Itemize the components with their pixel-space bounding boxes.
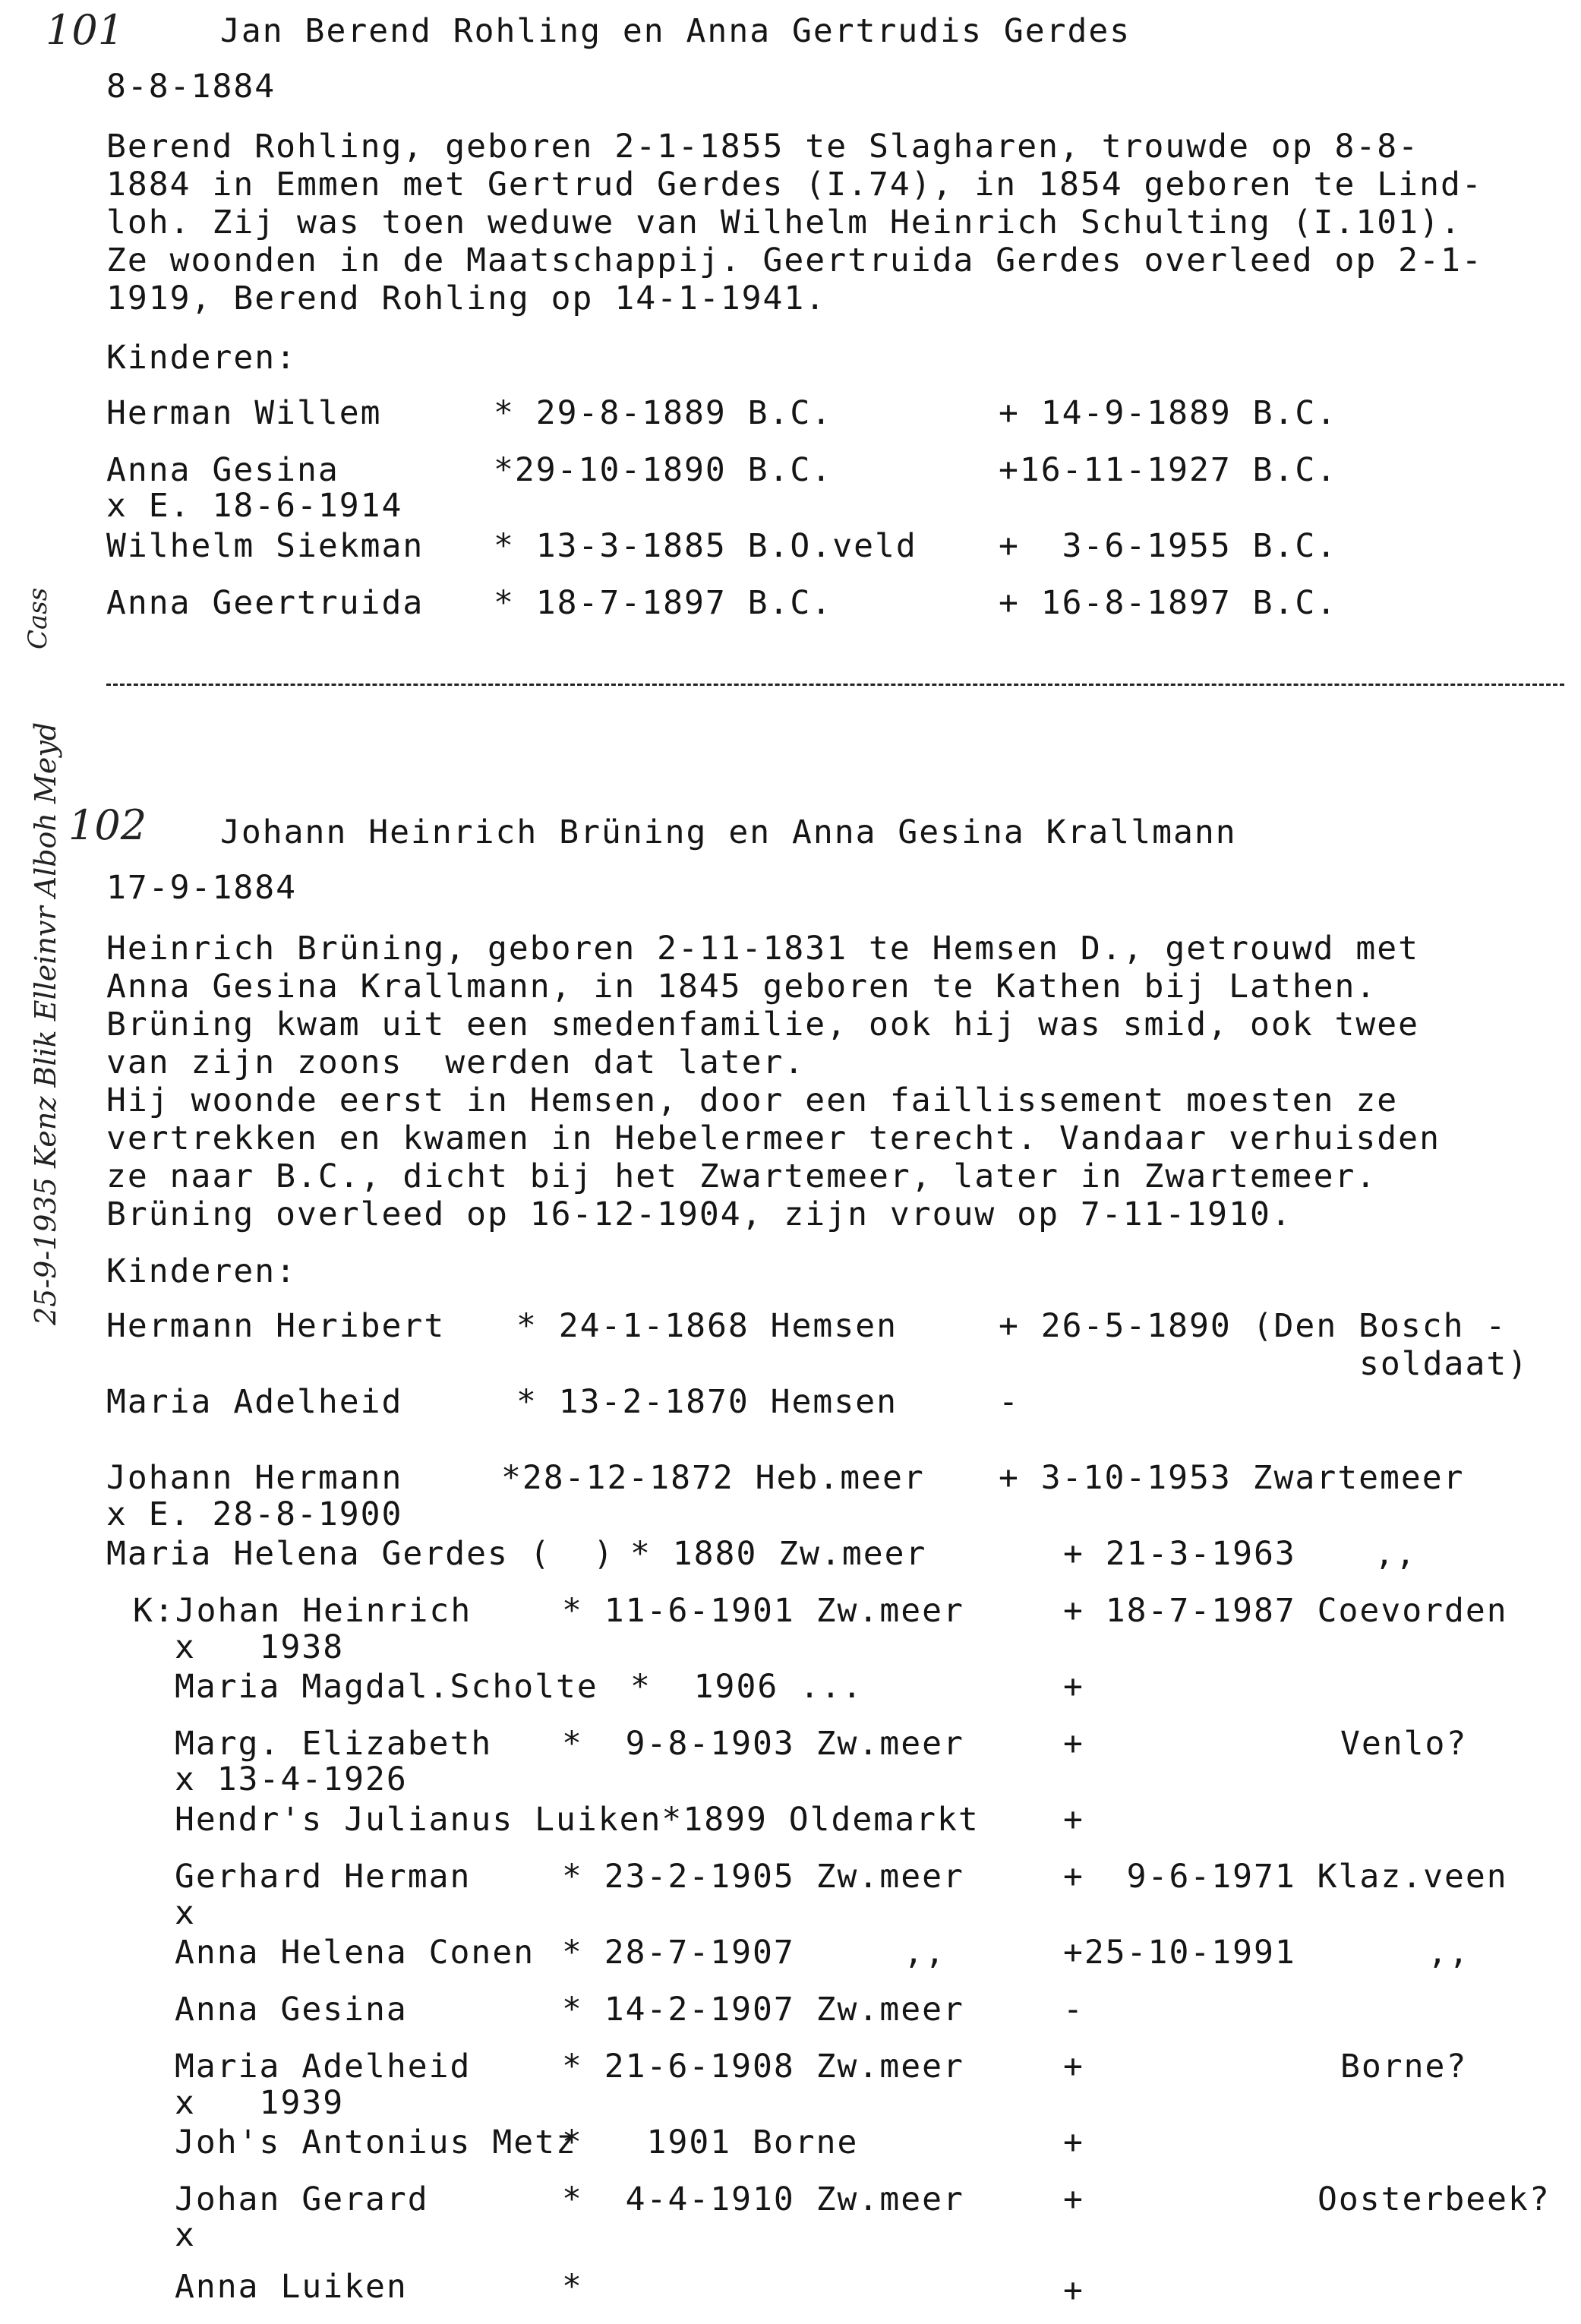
paragraph-line: Berend Rohling, geboren 2-1-1855 te Slagharen, trouwde op 8-8- bbox=[106, 128, 1420, 166]
grandchild-place: Borne? bbox=[1340, 2048, 1468, 2086]
grandchild-marriage: x 1938 bbox=[175, 1628, 345, 1666]
grandchild-name: Joh's Antonius Metz bbox=[175, 2123, 577, 2161]
grandchild-born: * 4-4-1910 Zw.meer bbox=[562, 2180, 964, 2218]
child-died: + 16-8-1897 B.C. bbox=[999, 584, 1338, 622]
child-born: * 13-3-1885 B.O.veld bbox=[494, 527, 917, 565]
grandchild-name: Johan Gerard bbox=[175, 2180, 429, 2218]
child-born: *29-10-1890 B.C. bbox=[494, 451, 833, 489]
grandchild-name: Anna Helena Conen bbox=[175, 1934, 535, 1972]
child-died: + 3-10-1953 Zwartemeer bbox=[999, 1459, 1465, 1497]
child-born: *28-12-1872 Heb.meer bbox=[501, 1459, 925, 1497]
grandchild-born: * 11-6-1901 Zw.meer bbox=[562, 1592, 964, 1630]
grandchild-place: Venlo? bbox=[1340, 1725, 1468, 1763]
grandchild-name: Gerhard Herman bbox=[175, 1858, 472, 1896]
grandchild-marriage: x bbox=[175, 1894, 196, 1932]
grandchild-name: Hendr's Julianus Luiken*1899 Oldemarkt bbox=[175, 1801, 980, 1839]
grandchild-died: + bbox=[1063, 1801, 1084, 1839]
child-born: * 13-2-1870 Hemsen bbox=[516, 1383, 898, 1421]
child-born: * 24-1-1868 Hemsen bbox=[516, 1307, 898, 1345]
child-died: + 14-9-1889 B.C. bbox=[999, 394, 1338, 432]
child-born: * 29-8-1889 B.C. bbox=[494, 394, 833, 432]
child-name: Anna Gesina bbox=[106, 451, 339, 489]
grandchild-died: + 9-6-1971 Klaz.veen bbox=[1063, 1858, 1508, 1896]
grandchild-died: +25-10-1991 bbox=[1063, 1934, 1296, 1972]
grandchild-born: * 23-2-1905 Zw.meer bbox=[562, 1858, 964, 1896]
paragraph-line: Anna Gesina Krallmann, in 1845 geboren te Kathen bij Lathen. bbox=[106, 968, 1377, 1006]
grandchild-born: * 28-7-1907 bbox=[562, 1934, 795, 1972]
child-name: Anna Geertruida bbox=[106, 584, 424, 622]
child-name: Maria Adelheid bbox=[106, 1383, 403, 1421]
grandchild-died: + bbox=[1063, 2272, 1084, 2310]
grandchild-born: * 14-2-1907 Zw.meer bbox=[562, 1991, 964, 2029]
child-born: * 1880 Zw.meer bbox=[630, 1535, 927, 1573]
child-name: Johann Hermann bbox=[106, 1459, 403, 1497]
grandchild-died: - bbox=[1063, 1991, 1084, 2029]
paragraph-line: Brüning overleed op 16-12-1904, zijn vrouw op 7-11-1910. bbox=[106, 1195, 1292, 1233]
child-name: Maria Helena Gerdes ( ) bbox=[106, 1535, 615, 1573]
record-number-102: 102 bbox=[68, 801, 147, 849]
child-born: * 18-7-1897 B.C. bbox=[494, 584, 833, 622]
margin-note-vertical: 25-9-1935 Kenz Blik Elleinvr Alboh Meyd bbox=[29, 722, 62, 1325]
paragraph-line: 1919, Berend Rohling op 14-1-1941. bbox=[106, 279, 827, 317]
child-name: Herman Willem bbox=[106, 394, 382, 432]
grandchild-name: Anna Luiken bbox=[175, 2268, 408, 2306]
grandchild-marriage: x bbox=[175, 2216, 196, 2254]
grandchild-died: + bbox=[1063, 2123, 1084, 2161]
record-date: 8-8-1884 bbox=[106, 68, 276, 106]
paragraph-line: Ze woonden in de Maatschappij. Geertruida Gerdes overleed op 2-1- bbox=[106, 242, 1483, 279]
paragraph-line: vertrekken en kwamen in Hebelermeer terecht. Vandaar verhuisden bbox=[106, 1119, 1441, 1157]
record-number-101: 101 bbox=[46, 6, 125, 54]
grandchild-place: ,, bbox=[1428, 1934, 1470, 1972]
grandchild-born: * bbox=[562, 2268, 583, 2306]
grandchild-died: + bbox=[1063, 2048, 1084, 2086]
grandchild-marriage: x 1939 bbox=[175, 2084, 345, 2122]
child-died: + 21-3-1963 bbox=[1063, 1535, 1296, 1573]
children-label: Kinderen: bbox=[106, 1252, 297, 1290]
grandchild-name: Maria Magdal.Scholte bbox=[175, 1668, 598, 1706]
child-died: - bbox=[999, 1383, 1020, 1421]
record-title: Jan Berend Rohling en Anna Gertrudis Gerdes bbox=[220, 12, 1131, 50]
grandchild-died: + bbox=[1063, 1725, 1084, 1763]
child-died: +16-11-1927 B.C. bbox=[999, 451, 1338, 489]
child-marriage: x E. 18-6-1914 bbox=[106, 487, 403, 525]
paragraph-line: loh. Zij was toen weduwe van Wilhelm Heinrich Schulting (I.101). bbox=[106, 204, 1462, 242]
margin-note-cass: Cass bbox=[23, 587, 53, 649]
paragraph-line: van zijn zoons werden dat later. bbox=[106, 1044, 806, 1081]
child-name: Wilhelm Siekman bbox=[106, 527, 424, 565]
grandchild-born: * 1901 Borne bbox=[562, 2123, 859, 2161]
grandchild-born: * 1906 ... bbox=[630, 1668, 863, 1706]
section-divider bbox=[106, 684, 1564, 686]
record-title: Johann Heinrich Brüning en Anna Gesina Krallmann bbox=[220, 813, 1237, 851]
grandchild-died: + bbox=[1063, 1668, 1084, 1706]
paragraph-line: Hij woonde eerst in Hemsen, door een faillissement moesten ze bbox=[106, 1081, 1399, 1119]
paragraph-line: 1884 in Emmen met Gertrud Gerdes (I.74), in 1854 geboren te Lind- bbox=[106, 166, 1483, 204]
paragraph-line: Brüning kwam uit een smedenfamilie, ook hij was smid, ook twee bbox=[106, 1006, 1420, 1044]
grandchild-born: * 21-6-1908 Zw.meer bbox=[562, 2048, 964, 2086]
child-died: + 26-5-1890 (Den Bosch - bbox=[999, 1307, 1507, 1345]
grandchild-died: + 18-7-1987 Coevorden bbox=[1063, 1592, 1508, 1630]
child-died: + 3-6-1955 B.C. bbox=[999, 527, 1338, 565]
child-extra: ,, bbox=[1374, 1535, 1417, 1573]
grandchild-born: * 9-8-1903 Zw.meer bbox=[562, 1725, 964, 1763]
grandchild-name: Maria Adelheid bbox=[175, 2048, 472, 2086]
child-name: Hermann Heribert bbox=[106, 1307, 446, 1345]
grandchild-marriage: x 13-4-1926 bbox=[175, 1760, 408, 1798]
grandchild-ditto: ,, bbox=[904, 1934, 946, 1972]
children-label: Kinderen: bbox=[106, 339, 297, 377]
grandchild-place: Oosterbeek? bbox=[1318, 2180, 1551, 2218]
child-marriage: x E. 28-8-1900 bbox=[106, 1495, 403, 1533]
grandchild-name: K:Johan Heinrich bbox=[133, 1592, 472, 1630]
paragraph-line: Heinrich Brüning, geboren 2-11-1831 te Hemsen D., getrouwd met bbox=[106, 930, 1420, 968]
grandchild-died: + bbox=[1063, 2180, 1084, 2218]
record-date: 17-9-1884 bbox=[106, 869, 297, 907]
child-extra: soldaat) bbox=[1359, 1345, 1529, 1383]
paragraph-line: ze naar B.C., dicht bij het Zwartemeer, later in Zwartemeer. bbox=[106, 1157, 1377, 1195]
grandchild-name: Marg. Elizabeth bbox=[175, 1725, 493, 1763]
grandchild-name: Anna Gesina bbox=[175, 1991, 408, 2029]
